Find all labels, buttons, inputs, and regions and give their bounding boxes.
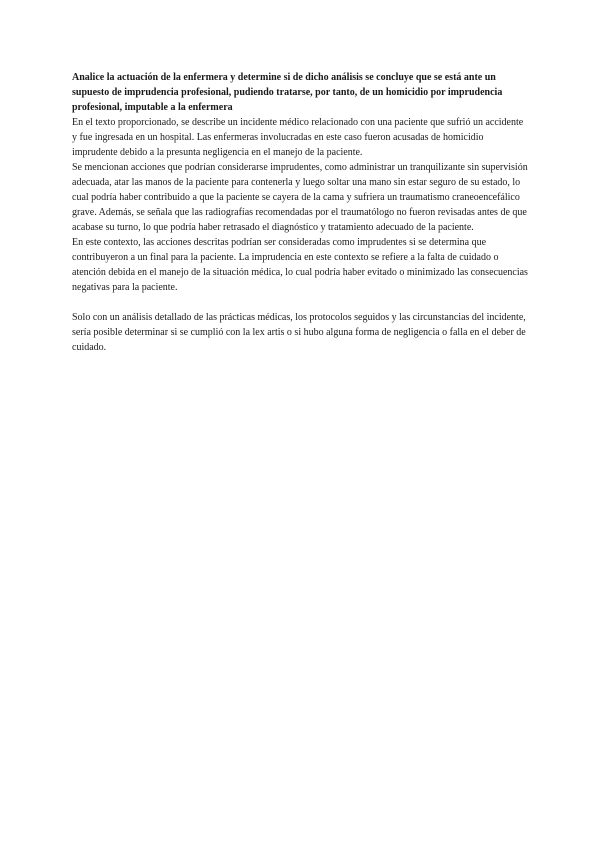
paragraph-actions: Se mencionan acciones que podrían considerarse imprudentes, como administrar un tranquilizante sin supervisión adecuada, atar las manos de la paciente para contenerla y luego soltar una mano sin estar seguro de su estado, lo cual podría haber contribuido a que la paciente se cayera de la cama y sufriera un traumatismo craneoencefálico grave. Además, se señala que las radiografías recomendadas por el traumatólogo no fueron revisadas antes de que acabase su turno, lo que podría haber retrasado el diagnóstico y tratamiento adecuado de la paciente. (72, 162, 528, 233)
paragraph-conclusion: Solo con un análisis detallado de las prácticas médicas, los protocolos seguidos y las circunstancias del incidente, sería posible determinar si se cumplió con la lex artis o si hubo alguna forma de negligencia o falla en el deber de cuidado. (72, 312, 526, 353)
paragraph-spacer (72, 295, 530, 310)
document-body (72, 70, 530, 355)
paragraph-context: En el texto proporcionado, se describe un incidente médico relacionado con una paciente que sufrió un accidente y fue ingresada en un hospital. Las enfermeras involucradas en este caso fueron acusadas de homicidio imprudente debido a la presunta negligencia en el manejo de la paciente. (72, 117, 524, 158)
paragraph-imprudence: En este contexto, las acciones descritas podrían ser consideradas como imprudentes si se determina que contribuyeron a un final para la paciente. La imprudencia en este contexto se refiere a la falta de cuidado o atención debida en el manejo de la situación médica, lo cual podría haber evitado o minimizado las consecuencias negativas para la paciente. (72, 237, 528, 293)
question-heading: Analice la actuación de la enfermera y determine si de dicho análisis se concluye que se está ante un supuesto de imprudencia profesional, pudiendo tratarse, por tanto, de un homicidio por imprudencia profesional, imputable a la enfermera (72, 72, 503, 113)
